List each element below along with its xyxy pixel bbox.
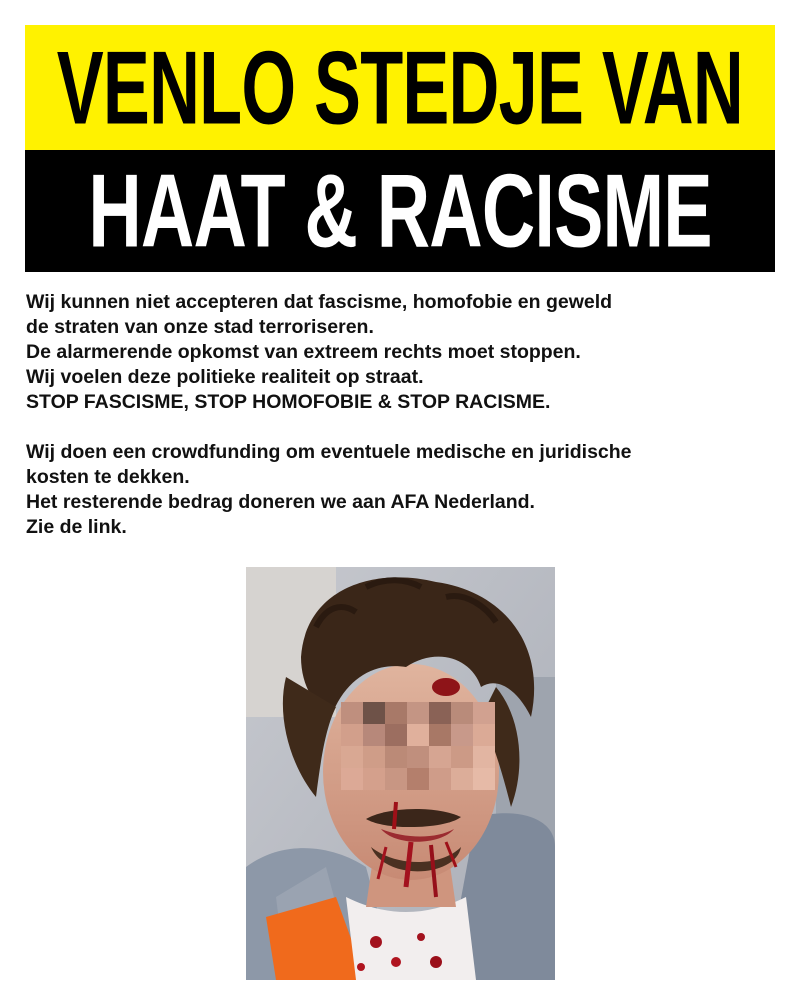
headline-line-1: VENLO STEDJE VAN — [56, 28, 744, 146]
statement-line: de straten van onze stad terroriseren. — [26, 316, 374, 338]
headline-banner-bottom — [25, 150, 775, 272]
statement-line: De alarmerende opkomst van extreem rechts moet stoppen. — [26, 341, 581, 363]
crowdfunding-line: Het resterende bedrag doneren we aan AFA Nederland. — [26, 491, 535, 513]
headline-banner-top — [25, 25, 775, 150]
statement-line: STOP FASCISME, STOP HOMOFOBIE & STOP RACISME. — [26, 391, 551, 413]
statement-text — [26, 290, 776, 540]
statement-line: Wij voelen deze politieke realiteit op straat. — [26, 366, 424, 388]
statement-line: Wij kunnen niet accepteren dat fascisme, homofobie en geweld — [26, 291, 613, 313]
photo-illustration — [246, 567, 555, 980]
crowdfunding-line: kosten te dekken. — [26, 466, 190, 488]
crowdfunding-line: Wij doen een crowdfunding om eventuele medische en juridische — [26, 441, 632, 463]
crowdfunding-line: Zie de link. — [26, 516, 127, 538]
pixelated-face-block — [341, 702, 495, 790]
headline-line-2: HAAT & RACISME — [88, 152, 712, 269]
injured-person-photo — [246, 567, 555, 980]
